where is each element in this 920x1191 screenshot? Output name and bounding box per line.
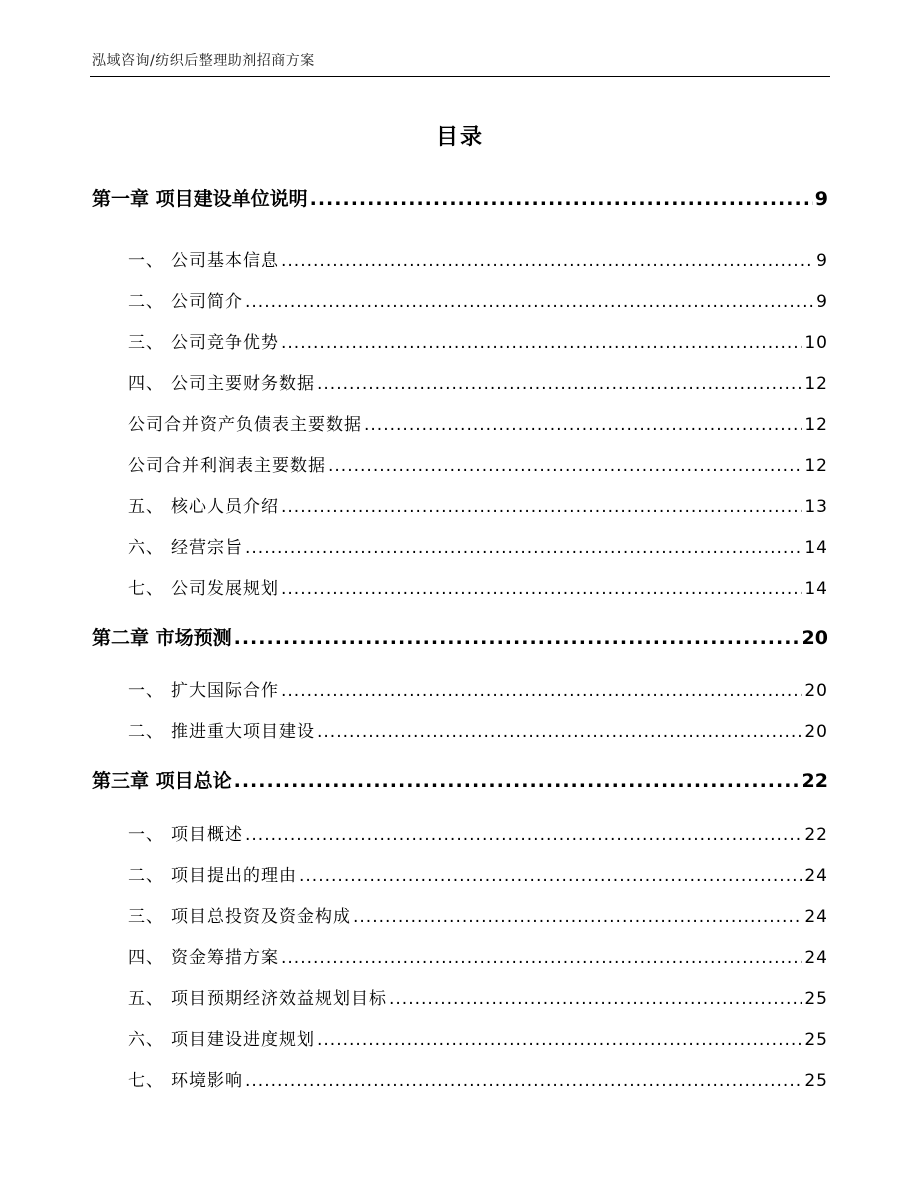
toc-section-number: 一、 <box>128 251 164 271</box>
toc-section-label: 扩大国际合作 <box>171 681 279 701</box>
toc-section-label: 项目总投资及资金构成 <box>171 907 351 927</box>
toc-section[interactable] <box>128 369 828 394</box>
toc-chapter-label: 第三章 项目总论 <box>92 770 232 792</box>
toc-section[interactable] <box>128 328 828 353</box>
toc-section-number: 五、 <box>128 497 164 517</box>
toc-page-number: 24 <box>804 907 828 927</box>
toc-page-number: 9 <box>816 292 828 312</box>
toc-page-number: 20 <box>801 627 828 649</box>
dot-leader <box>245 825 802 845</box>
dot-leader <box>317 722 802 742</box>
dot-leader <box>234 627 800 649</box>
dot-leader <box>317 1030 802 1050</box>
toc-section[interactable] <box>128 902 828 927</box>
dot-leader <box>317 374 802 394</box>
running-header: 泓域咨询/纺织后整理助剂招商方案 <box>92 53 315 69</box>
toc-page-number: 12 <box>804 456 828 476</box>
toc-page-number: 12 <box>804 415 828 435</box>
toc-section[interactable] <box>128 676 828 701</box>
dot-leader <box>245 292 814 312</box>
toc-section-number: 七、 <box>128 1071 164 1091</box>
toc-page-number: 25 <box>804 1071 828 1091</box>
toc-section-number: 四、 <box>128 948 164 968</box>
dot-leader <box>281 579 802 599</box>
toc-section[interactable] <box>128 574 828 599</box>
toc-section-label: 项目预期经济效益规划目标 <box>171 989 387 1009</box>
toc-section-number: 二、 <box>128 722 164 742</box>
toc-section[interactable] <box>128 1066 828 1091</box>
toc-section-label: 环境影响 <box>171 1071 243 1091</box>
toc-section-label: 项目提出的理由 <box>171 866 297 886</box>
toc-title: 目录 <box>435 125 484 150</box>
toc-subsection[interactable] <box>128 410 828 435</box>
toc-section[interactable] <box>128 717 828 742</box>
toc-page-number: 14 <box>804 579 828 599</box>
toc-section[interactable] <box>128 287 828 312</box>
toc-section[interactable] <box>128 943 828 968</box>
toc-page-number: 22 <box>801 770 828 792</box>
toc-section-label: 项目建设进度规划 <box>171 1030 315 1050</box>
toc-section-label: 公司基本信息 <box>171 251 279 271</box>
dot-leader <box>245 1071 802 1091</box>
toc-page-number: 22 <box>804 825 828 845</box>
toc-section-label: 公司主要财务数据 <box>171 374 315 394</box>
toc-section-number: 七、 <box>128 579 164 599</box>
toc-page-number: 9 <box>814 188 828 210</box>
toc-section-number: 一、 <box>128 825 164 845</box>
toc-subsection-label: 公司合并利润表主要数据 <box>128 456 326 476</box>
toc-section-number: 六、 <box>128 1030 164 1050</box>
toc-section-label: 经营宗旨 <box>171 538 243 558</box>
dot-leader <box>245 538 802 558</box>
toc-page-number: 20 <box>804 722 828 742</box>
toc-page-number: 25 <box>804 1030 828 1050</box>
toc-chapter-3[interactable] <box>92 766 828 793</box>
toc-chapter-label: 第一章 项目建设单位说明 <box>92 188 308 210</box>
dot-leader <box>310 188 813 210</box>
dot-leader <box>234 770 800 792</box>
toc-subsection[interactable] <box>128 451 828 476</box>
dot-leader <box>281 497 802 517</box>
toc-page-number: 25 <box>804 989 828 1009</box>
dot-leader <box>281 251 814 271</box>
toc-section-label: 核心人员介绍 <box>171 497 279 517</box>
toc-page-number: 12 <box>804 374 828 394</box>
toc-page-number: 24 <box>804 866 828 886</box>
toc-section-number: 六、 <box>128 538 164 558</box>
dot-leader <box>353 907 802 927</box>
toc-section[interactable] <box>128 246 828 271</box>
toc-section-number: 二、 <box>128 292 164 312</box>
toc-section-label: 公司发展规划 <box>171 579 279 599</box>
toc-page-number: 10 <box>804 333 828 353</box>
toc-page-number: 9 <box>816 251 828 271</box>
header-divider <box>90 76 830 77</box>
toc-section[interactable] <box>128 492 828 517</box>
toc-page-number: 20 <box>804 681 828 701</box>
toc-section-number: 三、 <box>128 907 164 927</box>
toc-section-label: 公司竞争优势 <box>171 333 279 353</box>
toc-subsection-label: 公司合并资产负债表主要数据 <box>128 415 362 435</box>
toc-page-number: 24 <box>804 948 828 968</box>
dot-leader <box>364 415 802 435</box>
dot-leader <box>281 333 802 353</box>
toc-page-number: 14 <box>804 538 828 558</box>
dot-leader <box>281 681 802 701</box>
toc-section[interactable] <box>128 861 828 886</box>
toc-section-label: 公司简介 <box>171 292 243 312</box>
dot-leader <box>328 456 802 476</box>
toc-chapter-2[interactable] <box>92 623 828 650</box>
toc-chapter-label: 第二章 市场预测 <box>92 627 232 649</box>
toc-section-number: 二、 <box>128 866 164 886</box>
toc-section[interactable] <box>128 533 828 558</box>
toc-section-label: 推进重大项目建设 <box>171 722 315 742</box>
toc-page-number: 13 <box>804 497 828 517</box>
toc-section-label: 资金筹措方案 <box>171 948 279 968</box>
toc-section-number: 五、 <box>128 989 164 1009</box>
dot-leader <box>389 989 802 1009</box>
toc-section-number: 四、 <box>128 374 164 394</box>
toc-section[interactable] <box>128 1025 828 1050</box>
toc-section[interactable] <box>128 984 828 1009</box>
toc-section[interactable] <box>128 820 828 845</box>
toc-section-number: 三、 <box>128 333 164 353</box>
toc-chapter-1[interactable] <box>92 184 828 211</box>
dot-leader <box>281 948 802 968</box>
dot-leader <box>299 866 802 886</box>
toc-section-label: 项目概述 <box>171 825 243 845</box>
toc-section-number: 一、 <box>128 681 164 701</box>
